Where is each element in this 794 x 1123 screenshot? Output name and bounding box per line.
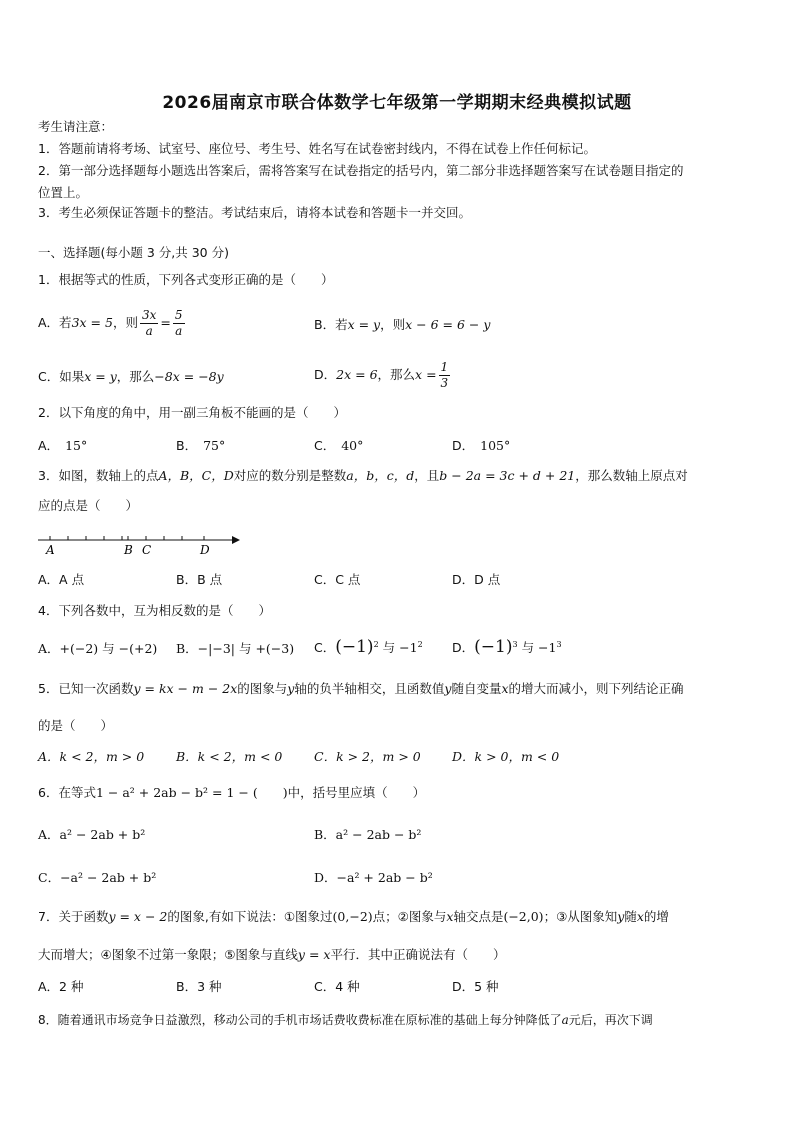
- q3-stem-line2: 应的点是（ ）: [38, 498, 139, 513]
- q5-stem-line2: 的是（ ）: [38, 718, 114, 733]
- fraction: $\frac{3x}{a}$: [141, 308, 157, 338]
- q3-option-a: A．A 点: [38, 572, 85, 587]
- fraction: $\frac{5}{a}$: [174, 308, 183, 338]
- q1-stem: 1．根据等式的性质，下列各式变形正确的是（ ）: [38, 272, 334, 287]
- q3-option-c: C．C 点: [314, 572, 361, 587]
- q4-option-a: A．+(−2) 与 −(+2): [38, 641, 158, 656]
- exam-title: 2026届南京市联合体数学七年级第一学期期末经典模拟试题: [162, 93, 632, 113]
- q1-option-d: D．2x = 6，那么x = $\frac{1}{3}$: [314, 360, 449, 390]
- q1-option-c: C．如果x = y，那么−8x = −8y: [38, 369, 224, 384]
- q5-option-b: B．k < 2，m < 0: [176, 749, 283, 764]
- q4-option-d: D．$(-1)^3$ 与 $-1^3$: [452, 637, 562, 658]
- q5-stem-line1: 5．已知一次函数y = kx − m − 2x的图象与y轴的负半轴相交，且函数值y随自变量x的增大而减小，则下列结论正确: [38, 681, 684, 696]
- q2-option-a: A． 15°: [38, 438, 88, 453]
- q4-option-b: B．−|−3| 与 +(−3): [176, 641, 295, 656]
- axis-label-a: A: [46, 543, 55, 557]
- q1-option-a: A．若3x = 5，则 $\frac{3x}{a}$ = $\frac{5}{a}$: [38, 308, 183, 338]
- notice-item-2: 2．第一部分选择题每小题选出答案后，需将答案写在试卷指定的括号内，第二部分非选择题答案写在试卷题目指定的: [38, 163, 684, 178]
- q2-option-d: D． 105°: [452, 438, 511, 453]
- number-line: [38, 530, 248, 560]
- q6-option-b: B．a² − 2ab − b²: [314, 827, 422, 842]
- q6-option-c: C．−a² − 2ab + b²: [38, 870, 157, 885]
- q7-stem-line2: 大而增大；④图象不过第一象限；⑤图象与直线y = x平行．其中正确说法有（ ）: [38, 947, 506, 962]
- q5-option-a: A．k < 2，m > 0: [38, 749, 145, 764]
- q6-stem: 6．在等式1 − a² + 2ab − b² = 1 − ( )中，括号里应填（ ）: [38, 785, 426, 800]
- q2-option-b: B． 75°: [176, 438, 226, 453]
- q6-option-a: A．a² − 2ab + b²: [38, 827, 146, 842]
- q7-option-d: D．5 种: [452, 979, 499, 994]
- notice-item-3: 3．考生必须保证答题卡的整洁。考试结束后，请将本试卷和答题卡一并交回。: [38, 205, 471, 220]
- section-heading: 一、选择题(每小题 3 分,共 30 分): [38, 245, 229, 260]
- q4-option-c: C．$(-1)^2$ 与 $-1^2$: [314, 637, 423, 658]
- q8-stem: 8．随着通讯市场竞争日益激烈，移动公司的手机市场话费收费标准在原标准的基础上每分钟降低了a元后，再次下调: [38, 1013, 653, 1027]
- q3-option-b: B．B 点: [176, 572, 223, 587]
- axis-label-b: B: [124, 543, 133, 557]
- q5-option-d: D．k > 0，m < 0: [452, 749, 560, 764]
- q1-option-b: B．若x = y，则x − 6 = 6 − y: [314, 317, 491, 332]
- q3-stem-line1: 3．如图，数轴上的点A，B，C，D对应的数分别是整数a，b，c，d，且b − 2a = 3c + d + 21，那么数轴上原点对: [38, 468, 688, 483]
- q5-option-c: C．k > 2，m > 0: [314, 749, 421, 764]
- q3-option-d: D．D 点: [452, 572, 501, 587]
- q7-option-c: C．4 种: [314, 979, 360, 994]
- q7-stem-line1: 7．关于函数y = x − 2的图象,有如下说法：①图象过(0,−2)点；②图象与x轴交点是(−2,0)；③从图象知y随x的增: [38, 909, 669, 924]
- q2-stem: 2．以下角度的角中，用一副三角板不能画的是（ ）: [38, 405, 346, 420]
- q6-option-d: D．−a² + 2ab − b²: [314, 870, 433, 885]
- q7-option-a: A．2 种: [38, 979, 84, 994]
- q2-option-c: C． 40°: [314, 438, 364, 453]
- number-line-arrow: [232, 536, 240, 544]
- number-line-ticks: [50, 536, 204, 540]
- notice-item-2-cont: 位置上。: [38, 185, 89, 200]
- notice-heading: 考生请注意：: [38, 119, 114, 134]
- fraction: $\frac{1}{3}$: [440, 360, 449, 390]
- q4-stem: 4．下列各数中，互为相反数的是（ ）: [38, 603, 271, 618]
- axis-label-d: D: [200, 543, 210, 557]
- notice-item-1: 1．答题前请将考场、试室号、座位号、考生号、姓名写在试卷密封线内，不得在试卷上作任何标记。: [38, 141, 596, 156]
- axis-label-c: C: [142, 543, 152, 557]
- q7-option-b: B．3 种: [176, 979, 222, 994]
